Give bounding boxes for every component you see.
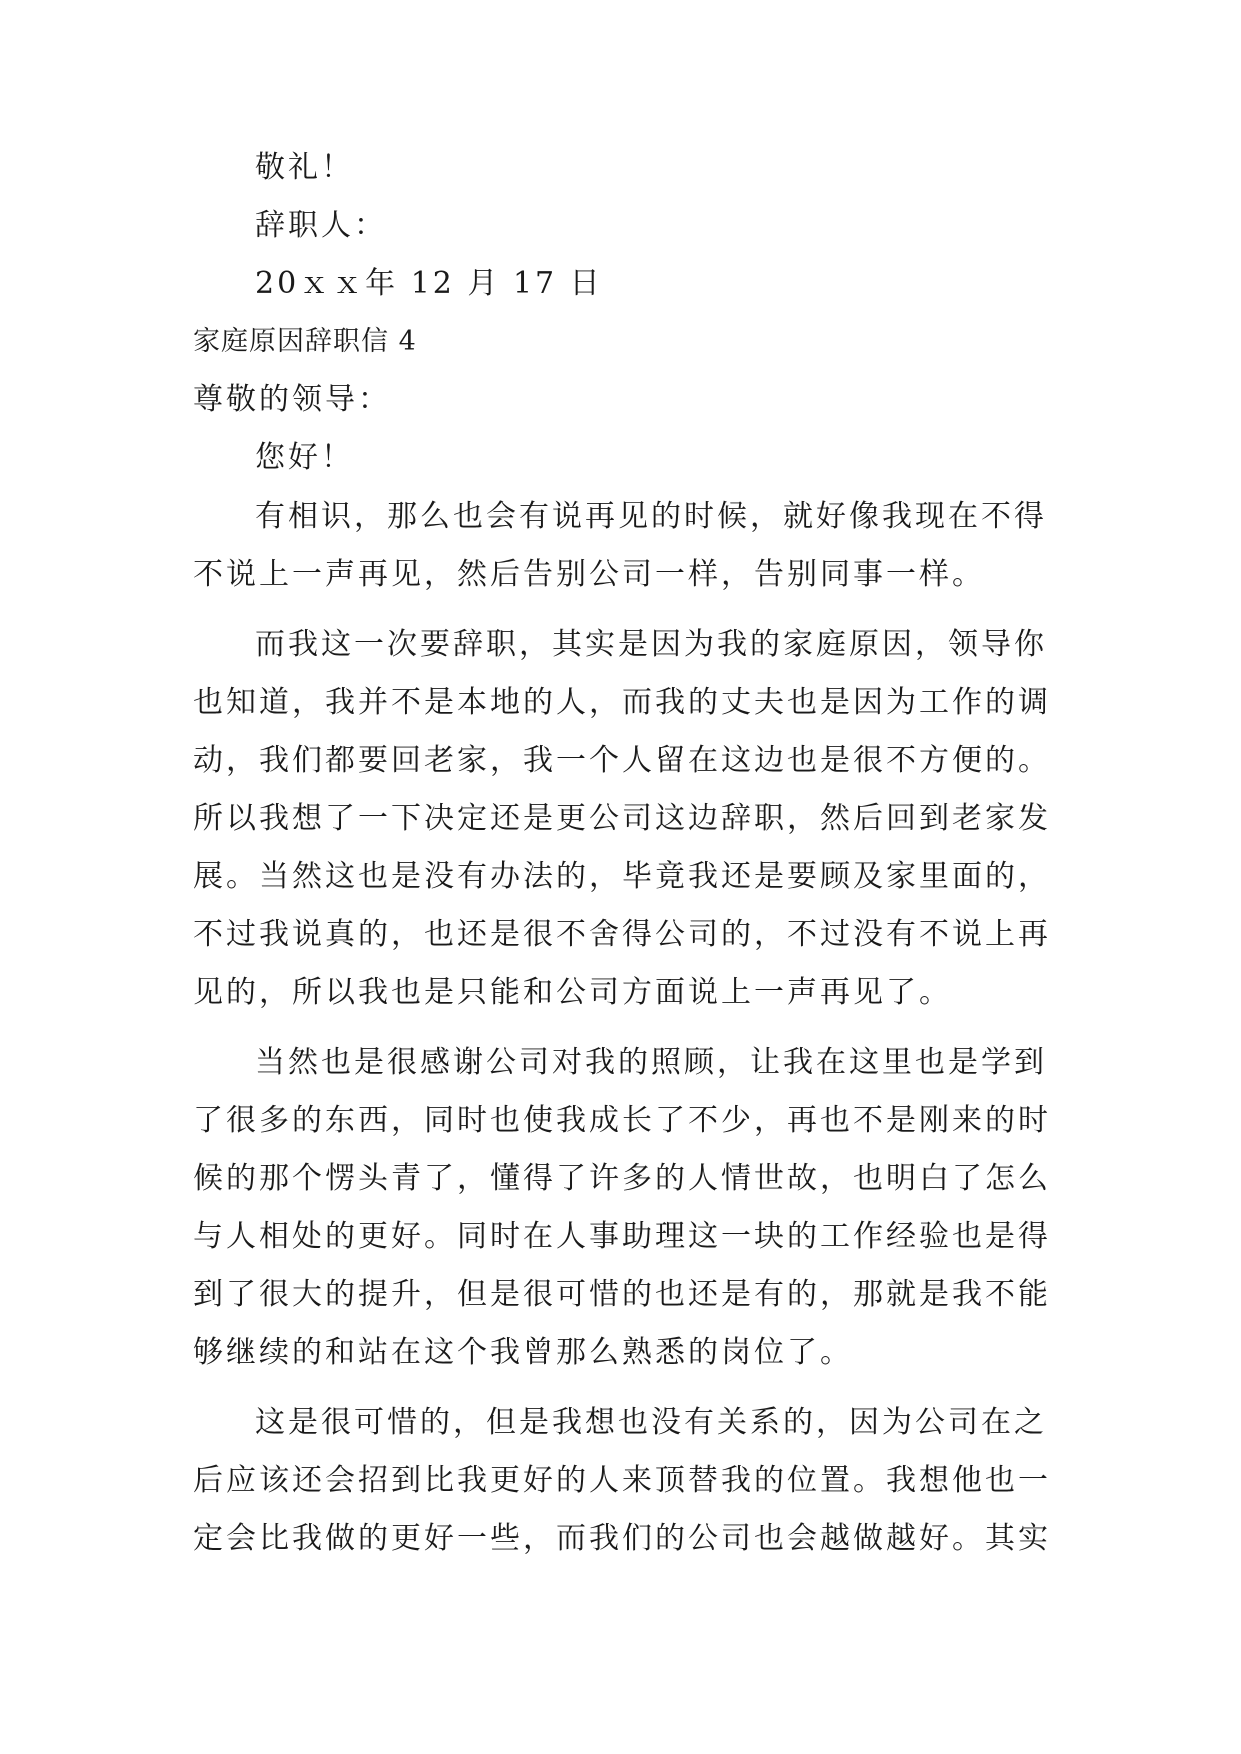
paragraph-3-line: 了很多的东西，同时也使我成长了不少，再也不是刚来的时 — [193, 1103, 1051, 1138]
paragraph-1-line: 不说上一声再见，然后告别公司一样，告别同事一样。 — [193, 557, 985, 592]
signer-label: 辞职人： — [255, 208, 387, 243]
paragraph-3-line: 候的那个愣头青了，懂得了许多的人情世故，也明白了怎么 — [193, 1161, 1051, 1196]
paragraph-2-line: 而我这一次要辞职，其实是因为我的家庭原因，领导你 — [255, 627, 1047, 662]
letter-title: 家庭原因辞职信 4 — [193, 326, 417, 357]
paragraph-2-line: 动，我们都要回老家，我一个人留在这边也是很不方便的。 — [193, 743, 1051, 778]
paragraph-4-line: 这是很可惜的，但是我想也没有关系的，因为公司在之 — [255, 1405, 1047, 1440]
paragraph-3-line: 够继续的和站在这个我曾那么熟悉的岗位了。 — [193, 1335, 853, 1370]
paragraph-2-line: 不过我说真的，也还是很不舍得公司的，不过没有不说上再 — [193, 917, 1051, 952]
paragraph-4-line: 后应该还会招到比我更好的人来顶替我的位置。我想他也一 — [193, 1463, 1051, 1498]
date-line: 20ｘｘ年 12 月 17 日 — [255, 266, 603, 301]
paragraph-4-line: 定会比我做的更好一些，而我们的公司也会越做越好。其实 — [193, 1521, 1051, 1556]
paragraph-2-line: 所以我想了一下决定还是更公司这边辞职，然后回到老家发 — [193, 801, 1051, 836]
paragraph-2-line: 展。当然这也是没有办法的，毕竟我还是要顾及家里面的， — [193, 859, 1051, 894]
paragraph-1-line: 有相识，那么也会有说再见的时候，就好像我现在不得 — [255, 499, 1047, 534]
salutation: 尊敬的领导： — [193, 382, 391, 417]
paragraph-3-line: 当然也是很感谢公司对我的照顾，让我在这里也是学到 — [255, 1045, 1047, 1080]
closing-line: 敬礼！ — [255, 150, 354, 185]
paragraph-2-line: 见的，所以我也是只能和公司方面说上一声再见了。 — [193, 975, 952, 1010]
paragraph-2-line: 也知道，我并不是本地的人，而我的丈夫也是因为工作的调 — [193, 685, 1051, 720]
paragraph-3-line: 与人相处的更好。同时在人事助理这一块的工作经验也是得 — [193, 1219, 1051, 1254]
paragraph-3-line: 到了很大的提升，但是很可惜的也还是有的，那就是我不能 — [193, 1277, 1051, 1312]
greeting: 您好！ — [255, 440, 354, 475]
